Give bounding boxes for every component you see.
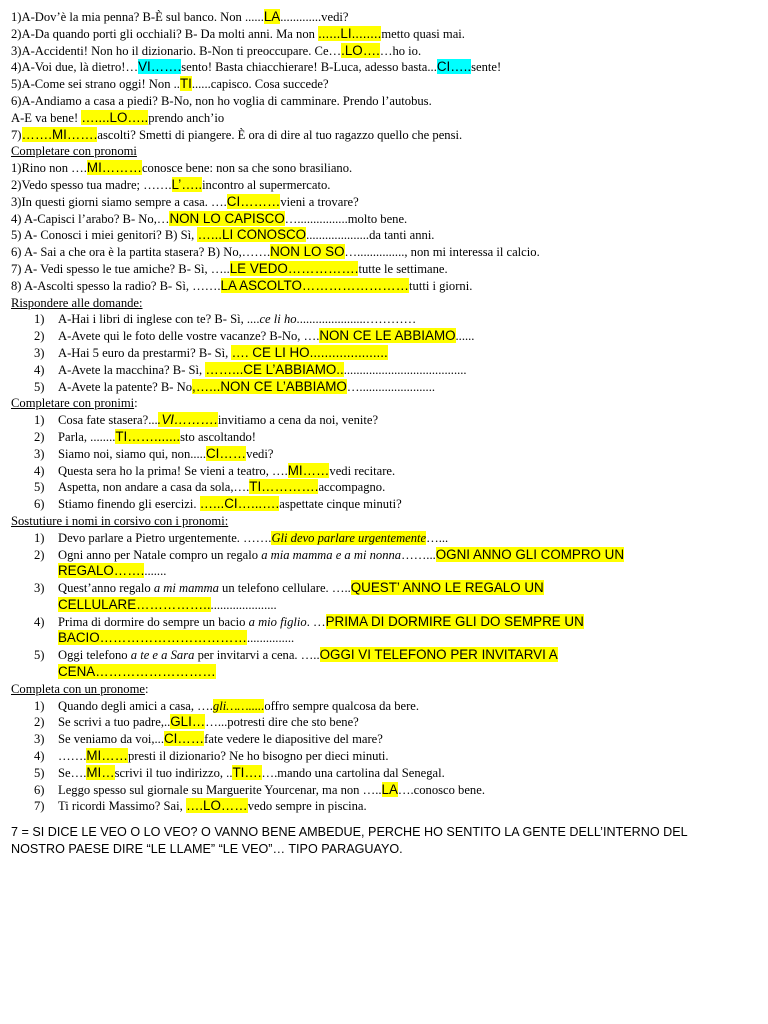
prompt-text: A-Avete qui le foto delle vostre vacanze? B-No, …. <box>58 329 320 344</box>
prompt-text: …................molto bene. <box>284 211 408 226</box>
prompt-text: ............... <box>246 631 295 646</box>
prompt-text: vieni a trovare? <box>280 194 359 209</box>
answer-highlight: TI……....... <box>115 428 181 444</box>
answer-highlight: CI…… <box>205 445 247 461</box>
exercise-6 <box>11 698 756 816</box>
prompt-text: Leggo spesso sul giornale su Marguerite Yourcenar, ma non ….. <box>58 782 382 797</box>
answer-highlight: MI… <box>86 764 115 780</box>
list-item <box>11 614 756 631</box>
exercise-2 <box>11 160 756 294</box>
exercise-line <box>11 227 756 244</box>
answer-highlight: NON LO SO <box>270 244 345 260</box>
answer-highlight: TI <box>179 76 192 92</box>
list-number: 3) <box>34 581 45 596</box>
prompt-text: …...potresti dire che sto bene? <box>205 715 359 730</box>
prompt-text: 4)A-Voi due, là dietro!… <box>11 60 139 75</box>
list-item <box>11 479 756 496</box>
prompt-text: Siamo noi, siamo qui, non..... <box>58 446 206 461</box>
answer-highlight: MI…… <box>287 462 330 478</box>
exercise-line <box>11 93 756 110</box>
prompt-text: 3)In questi giorni siamo sempre a casa. …. <box>11 194 227 209</box>
prompt-text: ……... <box>401 547 436 562</box>
list-item <box>11 463 756 480</box>
prompt-text: scrivi il tuo indirizzo, .. <box>114 765 233 780</box>
section-heading: Completare con pronomi <box>11 144 137 159</box>
section-heading: Rispondere alle domande: <box>11 295 143 310</box>
prompt-text: ......capisco. Cosa succede? <box>191 77 329 92</box>
prompt-text: 1)A-Dov’è la mia penna? B-È sul banco. Non ...... <box>11 10 264 24</box>
list-item <box>11 698 756 715</box>
prompt-text: A-Hai i libri di inglese con te? B- Sì, .... <box>58 312 260 327</box>
exercise-line <box>11 261 756 278</box>
exercise-line <box>11 76 756 93</box>
list-item <box>11 547 756 564</box>
exercise-line <box>11 177 756 194</box>
list-number: 1) <box>34 413 45 428</box>
prompt-text: 4) A-Capisci l’arabo? B- No,… <box>11 211 170 226</box>
prompt-text: 6)A-Andiamo a casa a piedi? B-No, non ho voglia di camminare. Prendo l’autobus. <box>11 93 432 108</box>
prompt-text: A-Avete la patente? B- No <box>58 379 193 394</box>
answer-highlight: LA <box>263 9 281 24</box>
list-item <box>11 664 756 681</box>
prompt-text: ....... <box>144 564 167 579</box>
prompt-text: 7) <box>11 127 22 142</box>
exercise-line <box>11 9 756 26</box>
exercise-line <box>11 244 756 261</box>
answer-highlight: OGNI ANNO GLI COMPRO UN <box>435 546 624 562</box>
student-note: 7 = SI DICE LE VEO O LO VEO? O VANNO BENE AMBEDUE, PERCHE HO SENTITO LA GENTE DELL’INTERNO DEL NOSTRO PAESE DIRE “LE LLAME” “LE VEO”… TIPO PARAGUAYO. <box>11 825 688 857</box>
prompt-text: A-E va bene! <box>11 110 82 125</box>
list-number: 3) <box>34 446 45 461</box>
list-number: 3) <box>34 345 45 360</box>
prompt-text: Se veniamo da voi,... <box>58 732 164 747</box>
prompt-text: …... <box>426 530 449 545</box>
list-number: 2) <box>34 547 45 562</box>
prompt-text: Ti ricordi Massimo? Sai, <box>58 799 186 814</box>
prompt-text: Quando degli amici a casa, …. <box>58 698 213 713</box>
exercise-line <box>11 59 756 76</box>
prompt-text: .............vedi? <box>280 10 349 24</box>
prompt-text: tutti i giorni. <box>409 278 473 293</box>
prompt-text: Parla, ........ <box>58 429 116 444</box>
list-number: 1) <box>34 530 45 545</box>
list-item <box>11 328 756 345</box>
prompt-text: ......................………… <box>296 312 417 327</box>
list-item <box>11 362 756 379</box>
list-number: 5) <box>34 379 45 394</box>
list-item <box>11 345 756 362</box>
list-item <box>11 765 756 782</box>
answer-highlight: QUEST’ ANNO LE REGALO UN <box>350 580 544 596</box>
prompt-text: invitiamo a cena da noi, venite? <box>217 413 379 428</box>
prompt-text: aspettate cinque minuti? <box>279 497 402 512</box>
exercise-line <box>11 127 756 144</box>
prompt-text: ascolti? Smetti di piangere. È ora di dire al tuo ragazzo quello che pensi. <box>97 127 463 142</box>
prompt-text: sto ascoltando! <box>180 429 257 444</box>
prompt-text: 8) A-Ascolti spesso la radio? B- Sì, ……. <box>11 278 221 293</box>
exercise-line <box>11 194 756 211</box>
list-item <box>11 496 756 513</box>
answer-highlight: .LO…. <box>341 42 380 58</box>
prompt-text: ……. <box>58 749 87 764</box>
answer-highlight: CELLULARE…………….. <box>58 596 211 612</box>
prompt-text: Ogni anno per Natale compro un regalo <box>58 547 262 562</box>
prompt-text: ...... <box>455 329 475 344</box>
answer-highlight: ….LO…… <box>185 798 248 814</box>
list-item <box>11 748 756 765</box>
prompt-text: …ho io. <box>379 43 422 58</box>
exercise-line <box>11 26 756 43</box>
answer-highlight: LA <box>381 781 398 797</box>
prompt-text: …..............., non mi interessa il calcio. <box>344 245 540 260</box>
prompt-text: 1)Rino non …. <box>11 161 87 176</box>
section-heading-row <box>11 395 756 412</box>
italic-text: a mio figlio <box>248 614 307 629</box>
answer-highlight: L’….. <box>171 176 203 192</box>
prompt-text: ….conosco bene. <box>397 782 485 797</box>
prompt-text: ....................................... <box>343 362 467 377</box>
answer-highlight: ……...CE L’ABBIAMO.. <box>205 361 344 377</box>
answer-highlight: …. CE LI HO..................... <box>231 344 388 360</box>
list-number: 3) <box>34 732 45 747</box>
answer-highlight: OGGI VI TELEFONO PER INVITARVI A <box>319 647 558 663</box>
answer-highlight: NON LO CAPISCO <box>169 210 285 226</box>
prompt-text: vedo sempre in piscina. <box>247 799 367 814</box>
prompt-text: per invitarvi a cena. ….. <box>194 648 320 663</box>
answer-highlight: MI…… <box>86 748 128 764</box>
prompt-text: 2)Vedo spesso tua madre; ……. <box>11 177 172 192</box>
prompt-text: A-Avete la macchina? B- Sì, <box>58 362 206 377</box>
prompt-text: fate vedere le diapositive del mare? <box>204 732 383 747</box>
list-number: 5) <box>34 648 45 663</box>
exercise-line <box>11 110 756 127</box>
prompt-text: sente! <box>471 60 502 75</box>
list-item <box>11 530 756 547</box>
prompt-text: presti il dizionario? Ne ho bisogno per dieci minuti. <box>128 749 389 764</box>
answer-highlight: NON CE LE ABBIAMO <box>319 328 456 344</box>
prompt-text: 7) A- Vedi spesso le tue amiche? B- Sì, ….. <box>11 261 230 276</box>
prompt-text: metto quasi mai. <box>381 26 465 41</box>
prompt-text: ..................... <box>210 597 277 612</box>
answer-highlight: LA ASCOLTO…………………… <box>220 277 410 293</box>
exercise-line <box>11 160 756 177</box>
list-number: 4) <box>34 463 45 478</box>
answer-highlight: MI……… <box>86 160 142 176</box>
prompt-text: accompagno. <box>318 480 386 495</box>
exercise-3 <box>11 311 756 395</box>
answer-highlight: LE VEDO……………. <box>229 260 359 276</box>
list-number: 2) <box>34 715 45 730</box>
answer-highlight: gli……..... <box>212 698 265 713</box>
list-number: 7) <box>34 799 45 814</box>
heading-colon: : <box>144 681 149 696</box>
answer-highlight: ,…...NON CE L’ABBIAMO <box>192 378 347 394</box>
prompt-text: Aspetta, non andare a casa da sola,…. <box>58 480 250 495</box>
answer-highlight: .VI………. <box>157 412 218 428</box>
prompt-text: conosce bene: non sa che sono brasiliano. <box>141 161 353 176</box>
exercise-line <box>11 211 756 228</box>
list-item <box>11 446 756 463</box>
answer-highlight: GLI… <box>170 714 206 730</box>
answer-highlight: TI…. <box>232 764 262 780</box>
list-number: 5) <box>34 480 45 495</box>
list-item <box>11 714 756 731</box>
prompt-text: 5)A-Come sei strano oggi! Non .. <box>11 77 180 92</box>
section-heading-row <box>11 681 756 698</box>
list-item <box>11 597 756 614</box>
list-item <box>11 630 756 647</box>
list-item <box>11 412 756 429</box>
exercise-5 <box>11 530 756 681</box>
exercise-line <box>11 278 756 295</box>
prompt-text: Se scrivi a tuo padre,.. <box>58 715 171 730</box>
prompt-text: ....................da tanti anni. <box>306 228 435 243</box>
prompt-text: . … <box>306 614 326 629</box>
prompt-text: incontro al supermercato. <box>202 177 331 192</box>
prompt-text: tutte le settimane. <box>358 261 448 276</box>
prompt-text: Quest’anno regalo <box>58 581 154 596</box>
exercise-line <box>11 43 756 60</box>
answer-highlight: …...LI CONOSCO <box>197 227 307 243</box>
list-item <box>11 647 756 664</box>
list-item <box>11 311 756 328</box>
list-number: 1) <box>34 312 45 327</box>
list-number: 1) <box>34 698 45 713</box>
answer-highlight: CI……… <box>226 193 281 209</box>
answer-highlight: VI……. <box>138 59 182 75</box>
prompt-text: vedi? <box>246 446 274 461</box>
list-item <box>11 429 756 446</box>
exercise-1 <box>11 9 756 143</box>
italic-text: a mi mamma <box>153 581 219 596</box>
prompt-text: vedi recitare. <box>329 463 396 478</box>
list-number: 5) <box>34 765 45 780</box>
answer-highlight: …....LO….. <box>81 109 149 125</box>
answer-highlight: TI…………. <box>249 479 319 495</box>
section-heading: Completare con pronimi <box>11 396 135 411</box>
italic-text: a te e a Sara <box>130 648 195 663</box>
list-number: 4) <box>34 749 45 764</box>
prompt-text: 2)A-Da quando porti gli occhiali? B- Da molti anni. Ma non <box>11 26 319 41</box>
answer-highlight: CI…… <box>163 731 205 747</box>
answer-highlight: …….MI……. <box>21 126 98 142</box>
list-item <box>11 782 756 799</box>
list-item <box>11 563 756 580</box>
heading-colon: : <box>134 396 138 411</box>
section-heading: Completa con un pronome <box>11 681 145 696</box>
prompt-text: sento! Basta chiacchierare! B-Luca, adesso basta... <box>181 60 437 75</box>
prompt-text: un telefono cellulare. ….. <box>218 581 351 596</box>
answer-highlight: …...CI…...…. <box>199 496 280 512</box>
italic-text: a mia mamma e a mi nonna <box>261 547 402 562</box>
prompt-text: Se…. <box>58 765 87 780</box>
prompt-text: ….mando una cartolina dal Senegal. <box>261 765 445 780</box>
list-number: 6) <box>34 497 45 512</box>
answer-highlight: PRIMA DI DORMIRE GLI DO SEMPRE UN <box>325 613 584 629</box>
list-number: 2) <box>34 329 45 344</box>
answer-highlight: REGALO……. <box>58 563 145 579</box>
answer-highlight: CENA……………………… <box>58 664 216 680</box>
worksheet <box>11 9 756 858</box>
answer-highlight: ......LI........ <box>318 25 382 41</box>
prompt-text: Stiamo finendo gli esercizi. <box>58 497 200 512</box>
list-item <box>11 731 756 748</box>
prompt-text: 3)A-Accidenti! Non ho il dizionario. B-Non ti preoccupare. Ce… <box>11 43 342 58</box>
prompt-text: Cosa fate stasera?... <box>58 413 158 428</box>
prompt-text: A-Hai 5 euro da prestarmi? B- Sì, <box>58 345 232 360</box>
answer-highlight: BACIO…………………………… <box>58 630 247 646</box>
list-item <box>11 798 756 815</box>
list-number: 4) <box>34 362 45 377</box>
italic-text: ce li ho <box>259 312 297 327</box>
list-number: 4) <box>34 614 45 629</box>
answer-highlight: Gli devo parlare urgentemente <box>271 530 427 545</box>
section-heading: Sostutiure i nomi in corsivo con i pronomi: <box>11 513 229 528</box>
list-number: 2) <box>34 429 45 444</box>
prompt-text: …........................ <box>346 379 435 394</box>
prompt-text: Oggi telefono <box>58 648 131 663</box>
list-number: 6) <box>34 782 45 797</box>
prompt-text: Prima di dormire do sempre un bacio <box>58 614 249 629</box>
prompt-text: Devo parlare a Pietro urgentemente. ……. <box>58 530 272 545</box>
prompt-text: offro sempre qualcosa da bere. <box>264 698 420 713</box>
list-item <box>11 379 756 396</box>
exercise-4 <box>11 412 756 513</box>
list-item <box>11 580 756 597</box>
prompt-text: Questa sera ho la prima! Se vieni a teatro, …. <box>58 463 288 478</box>
prompt-text: prendo anch’io <box>148 110 225 125</box>
answer-highlight: CI….. <box>436 59 472 75</box>
prompt-text: 5) A- Conosci i miei genitori? B) Sì, <box>11 228 198 243</box>
prompt-text: 6) A- Sai a che ora è la partita stasera? B) No,……. <box>11 245 271 260</box>
